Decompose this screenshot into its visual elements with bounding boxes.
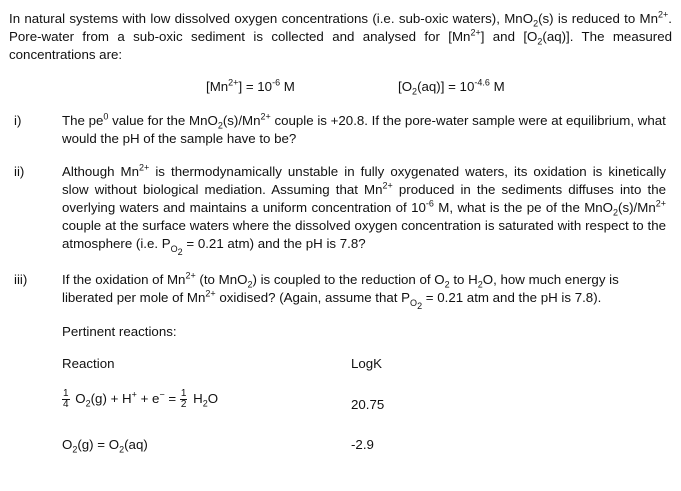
intro-text: ] and [O [480, 29, 538, 44]
q-text: produced in the sediments diffuses into the overlying waters and maintains a uniform concentration of 10 [62, 182, 666, 215]
q-text: The pe [62, 113, 104, 128]
question-2 [62, 162, 666, 257]
superscript: 2+ [228, 77, 239, 88]
q-text: value for the MnO [108, 113, 218, 128]
q-text: is thermodynamically unstable in fully oxygenated waters, its oxidation is kinetically slow without biological mediation. Assuming that Mn [62, 164, 666, 197]
sub-sub-2: 2 [417, 300, 423, 311]
fraction-half [180, 389, 188, 410]
reaction-2 [62, 436, 148, 454]
mn-concentration [206, 78, 295, 96]
subscript: 2 [613, 207, 619, 218]
q-text: If the oxidation of Mn [62, 272, 186, 287]
q-text: oxidised? (Again, assume that P [215, 290, 411, 305]
intro-text: In natural systems with low dissolved oxygen concentrations (i.e. sub-oxic waters), MnO [9, 11, 534, 26]
fraction-quarter [62, 389, 70, 410]
sub-sub-2: 2 [177, 246, 183, 257]
q-text: (s)/Mn [618, 200, 656, 215]
superscript: -4.6 [474, 77, 490, 88]
superscript: 2+ [655, 198, 666, 209]
subscript [170, 243, 183, 257]
q-text: M, what is the pe of the MnO [433, 200, 614, 215]
q-text: (s)/Mn [222, 113, 261, 128]
question-1 [62, 112, 666, 148]
conc-text: ] = 10 [238, 79, 273, 94]
logk-label: LogK [351, 356, 383, 371]
superscript: − [159, 389, 165, 400]
superscript: -6 [272, 77, 281, 88]
subscript: 2 [202, 398, 208, 409]
q-text: = 0.21 atm and the pH is 7.8). [422, 290, 602, 305]
conc-text: [O [398, 79, 413, 94]
q-text: Although Mn [62, 164, 140, 179]
q-text: to H [449, 272, 478, 287]
logk-column-header [351, 355, 382, 373]
subscript: 2 [537, 36, 543, 47]
conc-text: M [280, 79, 295, 94]
q-text: ) is coupled to the reduction of O [252, 272, 445, 287]
superscript: 2+ [470, 27, 481, 38]
q-text: couple is +20.8. If the pore-water sample were at equilibrium, what would the pH of the sample have to be? [62, 113, 666, 146]
subscript: 2 [477, 279, 483, 290]
superscript: 2+ [205, 288, 216, 299]
intro-text: (s) is reduced to Mn [538, 11, 659, 26]
superscript: + [131, 389, 137, 400]
subscript: 2 [217, 120, 223, 131]
subscript: 2 [533, 18, 539, 29]
superscript: 2+ [658, 9, 669, 20]
subscript: 2 [412, 86, 418, 97]
conc-text: [Mn [206, 79, 229, 94]
o2-concentration [398, 78, 505, 96]
r-text: (g) + H [90, 391, 132, 406]
frac-den: 4 [63, 398, 69, 410]
reaction-column-header: Reaction [62, 356, 115, 371]
intro-paragraph [9, 10, 672, 64]
frac-den: 2 [180, 398, 187, 410]
superscript: 0 [103, 111, 109, 122]
subscript: 2 [72, 444, 78, 455]
frac-num: 1 [180, 387, 187, 399]
q-text: O, how much energy is liberated per mole of Mn [62, 272, 619, 305]
question-number-3: iii) [14, 272, 28, 287]
subscript [410, 297, 423, 311]
conc-text: M [489, 79, 505, 94]
question-3 [62, 270, 666, 311]
reaction-1-logk: 20.75 [351, 397, 385, 412]
r-text: (g) = O [77, 437, 120, 452]
intro-text: (aq)]. The measured concentrations are: [9, 29, 672, 62]
superscript: 2+ [139, 162, 150, 173]
r-text: H [189, 391, 203, 406]
frac-num: 1 [63, 387, 69, 399]
superscript: -6 [425, 198, 434, 209]
subscript: 2 [444, 279, 450, 290]
q-text: = 0.21 atm) and the pH is 7.8? [182, 236, 366, 251]
r-text: O [62, 437, 73, 452]
question-number-1: i) [14, 113, 22, 128]
r-text: (aq) [124, 437, 148, 452]
q-text: couple at the surface waters where the dissolved oxygen concentration is saturated with respect to the atmosphere (i.e. P [62, 218, 666, 251]
question-number-2: ii) [14, 164, 25, 179]
r-text: O [71, 391, 86, 406]
reaction-1 [62, 388, 218, 410]
sub-o: O [410, 297, 418, 308]
reactions-heading: Pertinent reactions: [62, 324, 177, 339]
q-text: (to MnO [195, 272, 248, 287]
subscript: 2 [247, 279, 253, 290]
r-text: = [164, 391, 180, 406]
subscript: 2 [85, 398, 91, 409]
r-text: + e [136, 391, 160, 406]
superscript: 2+ [260, 111, 271, 122]
intro-text: . Pore-water from a sub-oxic sediment is collected and analysed for [Mn [9, 11, 672, 44]
superscript: 2+ [382, 180, 393, 191]
r-text: O [207, 391, 219, 406]
conc-text: (aq)] = 10 [417, 79, 475, 94]
subscript: 2 [119, 444, 125, 455]
reaction-2-logk: -2.9 [351, 437, 374, 452]
sub-o: O [170, 243, 178, 254]
superscript: 2+ [185, 270, 196, 281]
